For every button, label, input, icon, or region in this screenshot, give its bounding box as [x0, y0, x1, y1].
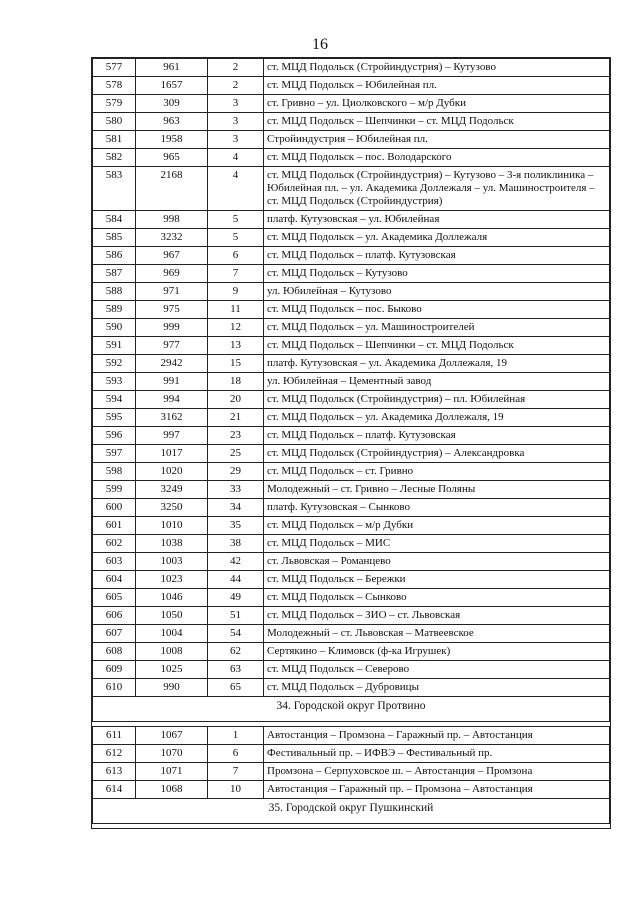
table-row [93, 745, 610, 763]
route-number: 3249 [136, 481, 208, 499]
row-index: 597 [93, 445, 136, 463]
route-path: платф. Кутузовская – ул. Академика Доллежаля, 19 [264, 355, 610, 373]
route-code: 4 [208, 167, 264, 211]
route-code: 12 [208, 319, 264, 337]
route-code: 9 [208, 283, 264, 301]
route-code: 15 [208, 355, 264, 373]
route-path: Промзона – Серпуховское ш. – Автостанция – Промзона [264, 763, 610, 781]
route-path: ст. МЦД Подольск – Бережки [264, 571, 610, 589]
route-code: 3 [208, 131, 264, 149]
section-header-34 [93, 697, 610, 722]
row-index: 601 [93, 517, 136, 535]
page-number: 16 [312, 36, 328, 53]
row-index: 599 [93, 481, 136, 499]
row-index: 602 [93, 535, 136, 553]
route-number: 975 [136, 301, 208, 319]
row-index: 578 [93, 77, 136, 95]
route-number: 971 [136, 283, 208, 301]
route-code: 25 [208, 445, 264, 463]
row-index: 600 [93, 499, 136, 517]
row-index: 589 [93, 301, 136, 319]
row-index: 594 [93, 391, 136, 409]
route-number: 990 [136, 679, 208, 697]
table-row [93, 589, 610, 607]
table-row [93, 95, 610, 113]
route-number: 994 [136, 391, 208, 409]
table-row [93, 499, 610, 517]
route-code: 7 [208, 763, 264, 781]
route-code: 42 [208, 553, 264, 571]
route-number: 3250 [136, 499, 208, 517]
row-index: 596 [93, 427, 136, 445]
route-number: 977 [136, 337, 208, 355]
route-path: ст. МЦД Подольск – платф. Кутузовская [264, 427, 610, 445]
row-index: 614 [93, 781, 136, 799]
table-row [93, 131, 610, 149]
route-path: ст. МЦД Подольск (Стройиндустрия) – Кутузово [264, 59, 610, 77]
route-number: 1046 [136, 589, 208, 607]
route-path: ст. МЦД Подольск – Шепчинки – ст. МЦД Подольск [264, 113, 610, 131]
route-code: 4 [208, 149, 264, 167]
section-header-35 [93, 799, 610, 824]
table-row [93, 427, 610, 445]
table-row [93, 553, 610, 571]
route-path: ст. МЦД Подольск (Стройиндустрия) – Александровка [264, 445, 610, 463]
route-number: 1071 [136, 763, 208, 781]
row-index: 587 [93, 265, 136, 283]
route-number: 961 [136, 59, 208, 77]
table-row [93, 679, 610, 697]
route-number: 309 [136, 95, 208, 113]
table-row [93, 535, 610, 553]
table-row [93, 571, 610, 589]
route-number: 1050 [136, 607, 208, 625]
row-index: 604 [93, 571, 136, 589]
route-path: ст. МЦД Подольск – ул. Академика Доллежаля [264, 229, 610, 247]
route-code: 54 [208, 625, 264, 643]
route-number: 997 [136, 427, 208, 445]
route-path: ст. Львовская – Романцево [264, 553, 610, 571]
route-path: ст. МЦД Подольск – Сынково [264, 589, 610, 607]
route-code: 5 [208, 211, 264, 229]
table-row [93, 463, 610, 481]
route-number: 965 [136, 149, 208, 167]
route-number: 967 [136, 247, 208, 265]
table-row [93, 643, 610, 661]
route-path: платф. Кутузовская – ул. Юбилейная [264, 211, 610, 229]
route-number: 963 [136, 113, 208, 131]
route-code: 34 [208, 499, 264, 517]
route-code: 13 [208, 337, 264, 355]
route-number: 1657 [136, 77, 208, 95]
table-row [93, 77, 610, 95]
row-index: 585 [93, 229, 136, 247]
route-number: 1067 [136, 727, 208, 745]
route-number: 1068 [136, 781, 208, 799]
table-row [93, 607, 610, 625]
route-code: 51 [208, 607, 264, 625]
row-index: 584 [93, 211, 136, 229]
routes-podolsk [93, 59, 610, 697]
table-row [93, 355, 610, 373]
table-row [93, 59, 610, 77]
row-index: 577 [93, 59, 136, 77]
route-path: ст. МЦД Подольск – м/р Дубки [264, 517, 610, 535]
route-code: 35 [208, 517, 264, 535]
route-path: Автостанция – Промзона – Гаражный пр. – Автостанция [264, 727, 610, 745]
table-row [93, 625, 610, 643]
route-code: 49 [208, 589, 264, 607]
table-row [93, 337, 610, 355]
route-number: 1017 [136, 445, 208, 463]
row-index: 608 [93, 643, 136, 661]
table-row [93, 445, 610, 463]
route-path: ст. МЦД Подольск (Стройиндустрия) – Кутузово – 3-я поликлиника – Юбилейная пл. – ул. Академика Доллежаля – ул. Машиностроителя – ст. МЦД Подольск (Стройиндустрия) [264, 167, 610, 211]
route-table-frame [91, 57, 611, 829]
route-path: Молодежный – ст. Львовская – Матвеевское [264, 625, 610, 643]
table-row [93, 391, 610, 409]
table-row [93, 149, 610, 167]
table-row [93, 763, 610, 781]
route-number: 1023 [136, 571, 208, 589]
row-index: 593 [93, 373, 136, 391]
route-path: ул. Юбилейная – Кутузово [264, 283, 610, 301]
route-number: 1010 [136, 517, 208, 535]
route-code: 1 [208, 727, 264, 745]
row-index: 610 [93, 679, 136, 697]
row-index: 612 [93, 745, 136, 763]
route-code: 63 [208, 661, 264, 679]
route-number: 1020 [136, 463, 208, 481]
route-code: 7 [208, 265, 264, 283]
route-path: ст. МЦД Подольск – ст. Гривно [264, 463, 610, 481]
row-index: 583 [93, 167, 136, 211]
route-code: 23 [208, 427, 264, 445]
row-index: 598 [93, 463, 136, 481]
route-path: ст. МЦД Подольск – МИС [264, 535, 610, 553]
route-number: 1003 [136, 553, 208, 571]
route-path: ст. МЦД Подольск – ул. Машиностроителей [264, 319, 610, 337]
route-path: ст. МЦД Подольск – Шепчинки – ст. МЦД Подольск [264, 337, 610, 355]
route-path: Автостанция – Гаражный пр. – Промзона – Автостанция [264, 781, 610, 799]
route-path: ст. МЦД Подольск – пос. Быково [264, 301, 610, 319]
table-row [93, 517, 610, 535]
route-path: ул. Юбилейная – Цементный завод [264, 373, 610, 391]
route-number: 1025 [136, 661, 208, 679]
row-index: 582 [93, 149, 136, 167]
route-code: 65 [208, 679, 264, 697]
row-index: 595 [93, 409, 136, 427]
route-path: Молодежный – ст. Гривно – Лесные Поляны [264, 481, 610, 499]
table-row [93, 283, 610, 301]
row-index: 580 [93, 113, 136, 131]
row-index: 613 [93, 763, 136, 781]
route-code: 62 [208, 643, 264, 661]
section-title: 34. Городской округ Протвино [93, 697, 610, 722]
table-row [93, 211, 610, 229]
route-code: 5 [208, 229, 264, 247]
route-path: Стройиндустрия – Юбилейная пл. [264, 131, 610, 149]
route-code: 6 [208, 745, 264, 763]
table-row [93, 113, 610, 131]
route-number: 3162 [136, 409, 208, 427]
route-table [92, 58, 610, 824]
route-code: 20 [208, 391, 264, 409]
row-index: 611 [93, 727, 136, 745]
route-number: 3232 [136, 229, 208, 247]
table-row [93, 781, 610, 799]
route-path: ст. МЦД Подольск (Стройиндустрия) – пл. Юбилейная [264, 391, 610, 409]
route-code: 6 [208, 247, 264, 265]
route-path: Фестивальный пр. – ИФВЭ – Фестивальный пр. [264, 745, 610, 763]
route-code: 21 [208, 409, 264, 427]
row-index: 592 [93, 355, 136, 373]
table-row [93, 481, 610, 499]
table-row [93, 167, 610, 211]
table-row [93, 319, 610, 337]
table-row [93, 727, 610, 745]
row-index: 590 [93, 319, 136, 337]
route-path: ст. МЦД Подольск – ул. Академика Доллежаля, 19 [264, 409, 610, 427]
route-code: 10 [208, 781, 264, 799]
route-code: 38 [208, 535, 264, 553]
table-row [93, 265, 610, 283]
route-number: 969 [136, 265, 208, 283]
route-path: ст. МЦД Подольск – Северово [264, 661, 610, 679]
route-number: 991 [136, 373, 208, 391]
table-row [93, 373, 610, 391]
route-code: 33 [208, 481, 264, 499]
row-index: 586 [93, 247, 136, 265]
route-path: ст. МЦД Подольск – Юбилейная пл. [264, 77, 610, 95]
row-index: 605 [93, 589, 136, 607]
row-index: 579 [93, 95, 136, 113]
route-path: ст. МЦД Подольск – Дубровицы [264, 679, 610, 697]
route-path: ст. МЦД Подольск – Кутузово [264, 265, 610, 283]
route-code: 11 [208, 301, 264, 319]
row-index: 591 [93, 337, 136, 355]
row-index: 603 [93, 553, 136, 571]
route-code: 2 [208, 59, 264, 77]
row-index: 609 [93, 661, 136, 679]
route-path: ст. МЦД Подольск – ЗИО – ст. Львовская [264, 607, 610, 625]
route-number: 1008 [136, 643, 208, 661]
routes-protvino [93, 727, 610, 799]
route-code: 29 [208, 463, 264, 481]
route-path: ст. Гривно – ул. Циолковского – м/р Дубки [264, 95, 610, 113]
route-number: 1958 [136, 131, 208, 149]
route-code: 3 [208, 113, 264, 131]
table-row [93, 661, 610, 679]
route-code: 44 [208, 571, 264, 589]
row-index: 607 [93, 625, 136, 643]
route-path: ст. МЦД Подольск – пос. Володарского [264, 149, 610, 167]
route-path: платф. Кутузовская – Сынково [264, 499, 610, 517]
route-path: Сертякино – Климовск (ф-ка Игрушек) [264, 643, 610, 661]
route-path: ст. МЦД Подольск – платф. Кутузовская [264, 247, 610, 265]
route-number: 1038 [136, 535, 208, 553]
table-row [93, 229, 610, 247]
route-number: 1004 [136, 625, 208, 643]
row-index: 588 [93, 283, 136, 301]
route-number: 2942 [136, 355, 208, 373]
table-row [93, 301, 610, 319]
route-code: 2 [208, 77, 264, 95]
route-number: 998 [136, 211, 208, 229]
route-code: 18 [208, 373, 264, 391]
row-index: 581 [93, 131, 136, 149]
route-number: 2168 [136, 167, 208, 211]
route-number: 999 [136, 319, 208, 337]
section-title: 35. Городской округ Пушкинский [93, 799, 610, 824]
table-row [93, 409, 610, 427]
route-number: 1070 [136, 745, 208, 763]
table-row [93, 247, 610, 265]
route-code: 3 [208, 95, 264, 113]
row-index: 606 [93, 607, 136, 625]
